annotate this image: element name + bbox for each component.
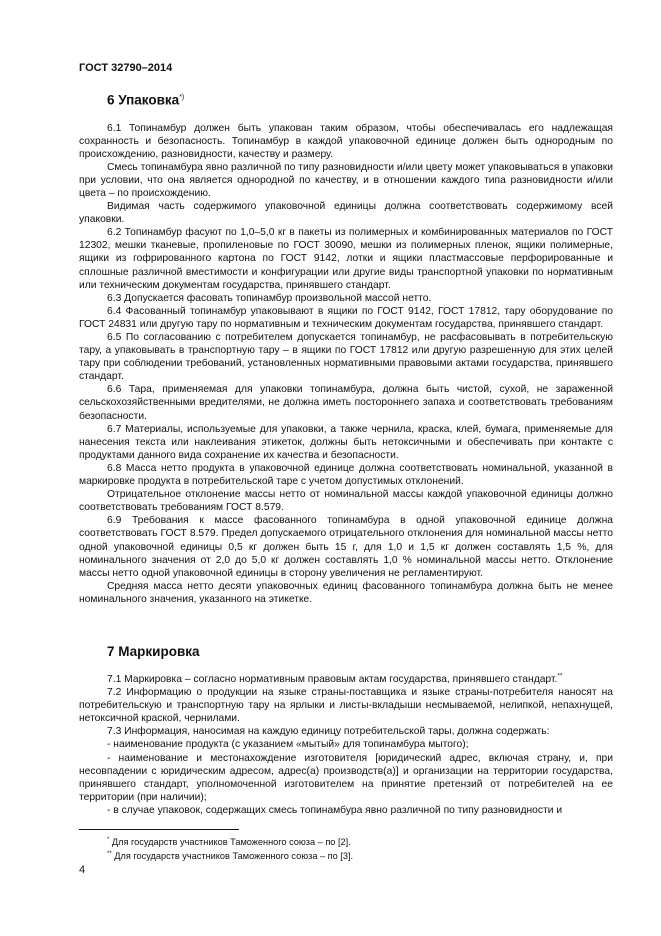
list-item-product-name: - наименование продукта (с указанием «мытый» для топинамбура мытого); (107, 739, 469, 751)
paragraph-6-1-mix: Смесь топинамбура явно различной по типу разновидности и/или цвету может упаковываться в упаковки при условии, что она является однородной по качеству, и в отношении каждого типа разновидности и/или цвета – по происхождению. (79, 161, 613, 199)
paragraph-6-8-deviation: Отрицательное отклонение массы нетто от номинальной массы каждой упаковочной единицы должно соответствовать требованиям ГОСТ 8.579. (79, 489, 613, 514)
paragraph-6-8: 6.8 Масса нетто продукта в упаковочной единице должна соответствовать номинальной, указанной в маркировке продукта в потребительской таре с учетом допустимых отклонений. (79, 462, 613, 488)
footnote-1-mark: * (107, 837, 110, 843)
paragraph-6-9: 6.9 Требования к массе фасованного топинамбура в одной упаковочной единице должна соответствовать ГОСТ 8.579. Предел допускаемого отрицательного отклонения для номинальной массы нетто одной упаковочной единицы 0,5 кг должен быть 15 г, для 1,0 и 1,5 кг должен составлять 1,5 %, для номинального значения от 2,0 до 5,0 кг должен составлять 1,0 % номинальной массы нетто. Отклонение массы нетто одной упаковочной единицы в сторону увеличения не регламентируют. (79, 515, 613, 579)
list-item-manufacturer: - наименование и местонахождение изготовителя [юридический адрес, включая страну, и, при несовпадении с юридическим адресом, адрес(а) производств(а)] и организации на территории государства, принявшего стандарт, уполномоченной изготовителем на принятие претензий от потребителей на ее территории (при наличии); (79, 752, 613, 803)
footnote-1-text: Для государств участников Таможенного союза – по [2]. (111, 837, 351, 848)
section-6-title (107, 90, 613, 109)
paragraph-7-1-text: 7.1 Маркировка – согласно нормативным правовым актам государства, принявшего стандарт. (107, 674, 558, 685)
footnote-divider (79, 829, 239, 830)
paragraph-6-2: 6.2 Топинамбур фасуют по 1,0–5,0 кг в пакеты из полимерных и комбинированных материалов по ГОСТ 12302, мешки тканевые, пропиленовые по ГОСТ 30090, мешки из полимерных пленок, ящики полимерные, ящики из гофрированного картона по ГОСТ 9142, лотки и ящики пластмассовые перфорированные и сплошные различной вместимости и конфигурации или другие виды транспортной упаковки по нормативным или техническим документам государства, принявшего стандарт. (79, 227, 613, 291)
paragraph-6-3: 6.3 Допускается фасовать топинамбур произвольной массой нетто. (107, 292, 432, 304)
paragraph-7-1 (79, 673, 613, 686)
page-number: 4 (79, 864, 86, 876)
paragraph-6-6: 6.6 Тара, применяемая для упаковки топинамбура, должна быть чистой, сухой, не зараженной сельскохозяйственными вредителями, не должна иметь постороннего запаха и соответствовать требованиям безопасности. (79, 384, 613, 422)
paragraph-6-5: 6.5 По согласованию с потребителем допускается топинамбур, не расфасовывать в потребительскую тару, а упаковывать в транспортную тару – в ящики по ГОСТ 17812 или другую разрешенную для этих целей тару при соблюдении требований, установленных нормативными правовыми актами государства, принявшего стандарт. (79, 332, 613, 383)
paragraph-6-9-average: Средняя масса нетто десяти упаковочных единиц фасованного топинамбура должна быть не менее номинального значения, указанного на этикетке. (79, 580, 613, 605)
section-6-title-text: 6 Упаковка (107, 92, 180, 108)
document-code: ГОСТ 32790–2014 (79, 62, 173, 74)
paragraph-6-1: 6.1 Топинамбур должен быть упакован таким образом, чтобы обеспечивалась его надлежащая сохранность и безопасность. Топинамбур в каждой упаковочной единице должен быть однородным по происхождению, разновидности, качеству и размеру. (79, 122, 613, 160)
footnote-2-mark: ** (107, 850, 112, 857)
section-7-title: 7 Маркировка (107, 644, 200, 659)
footnote-2-text: Для государств участников Таможенного союза – по [3]. (114, 850, 354, 861)
paragraph-7-1-footnote-mark: ** (557, 672, 563, 680)
section-7 (79, 644, 613, 817)
paragraph-6-4: 6.4 Фасованный топинамбур упаковывают в ящики по ГОСТ 9142, ГОСТ 17812, тару оборудование по ГОСТ 24831 или другую тару по нормативным и техническим документам государства, принявшего стандарт. (79, 305, 613, 330)
paragraph-7-2: 7.2 Информацию о продукции на языке страны-поставщика и языке страны-потребителя наносят на потребительскую и транспортную тару на ярлыки и листы-вкладыши несмываемой, нелипкой, непахнущей, нетоксичной краской, чернилами. (79, 687, 613, 725)
list-item-mixture: - в случае упаковок, содержащих смесь топинамбура явно различной по типу разновидности и (107, 804, 563, 816)
section-6 (79, 90, 613, 606)
paragraph-7-3: 7.3 Информация, наносимая на каждую единицу потребительской тары, должна содержать: (107, 726, 550, 738)
footnote-2 (79, 849, 613, 863)
paragraph-6-7: 6.7 Материалы, используемые для упаковки, а также чернила, краска, клей, бумага, применяемые для нанесения текста или наклеивания этикеток, должны быть нетоксичными и обеспечивать при контакте с продуктами данного вида сохранение их качества и безопасности. (79, 423, 613, 461)
footnote-1 (79, 835, 613, 849)
footnotes (79, 835, 613, 862)
paragraph-6-1-visible: Видимая часть содержимого упаковочной единицы должна соответствовать содержимому всей упаковки. (79, 201, 613, 226)
section-6-footnote-mark: *) (179, 94, 185, 101)
